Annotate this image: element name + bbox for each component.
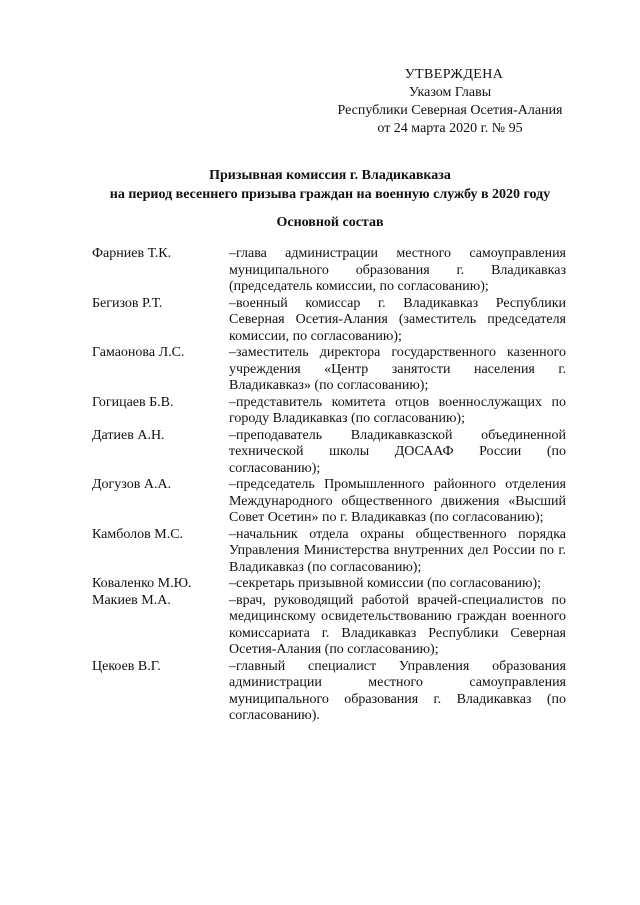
member-row [92, 345, 566, 395]
member-row [92, 477, 566, 527]
member-row [92, 246, 566, 296]
member-name: Бегизов Р.Т. [92, 295, 163, 311]
member-role: –врач, руководящий работой врачей-специалистов по медицинскому освидетельствованию граждан военного комиссариата г. Владикавказ Республики Северная Осетия-Алания (по согласованию); [229, 592, 566, 657]
member-role: –главный специалист Управления образования администрации местного самоуправления муниципального образования г. Владикавказ (по согласованию). [229, 658, 566, 723]
member-role: –преподаватель Владикавказской объединенной технической школы ДОСААФ России (по согласованию); [229, 427, 566, 476]
member-name: Гогицаев Б.В. [92, 394, 174, 410]
member-list [92, 246, 566, 725]
member-name: Камболов М.С. [92, 526, 184, 542]
member-row [92, 576, 566, 593]
member-name: Цекоев В.Г. [92, 658, 161, 674]
member-role: –заместитель директора государственного казенного учреждения «Центр занятости населения г. Владикавказ» (по согласованию); [229, 345, 566, 393]
document-title-line-1: Призывная комиссия г. Владикавказа [209, 168, 451, 183]
member-role: –председатель Промышленного районного отделения Международного общественного движения «Высший Совет Осетин» по г. Владикавказ (по согласованию); [229, 477, 566, 525]
member-name: Макиев М.А. [92, 592, 171, 608]
approval-stamp [300, 66, 600, 138]
member-name: Коваленко М.Ю. [92, 576, 192, 591]
document-title [60, 166, 600, 204]
member-role: –начальник отдела охраны общественного порядка Управления Министерства внутренних дел России по г. Владикавказ (по согласованию); [229, 526, 566, 575]
section-heading: Основной состав [276, 215, 384, 230]
approval-date: от 24 марта 2020 г. № 95 [377, 121, 523, 136]
member-row [92, 527, 566, 577]
member-role: –военный комиссар г. Владикавказ Республики Северная Осетия-Алания (заместитель председателя комиссии, по согласованию); [229, 295, 566, 344]
member-row [92, 593, 566, 659]
member-role: –глава администрации местного самоуправления муниципального образования г. Владикавказ (председатель комиссии, по согласованию); [229, 246, 566, 294]
document-title-line-2: на период весеннего призыва граждан на военную службу в 2020 году [109, 187, 551, 202]
approval-decree: Указом Главы [408, 85, 492, 100]
member-name: Фарниев Т.К. [92, 246, 172, 261]
approval-republic: Республики Северная Осетия-Алания [337, 103, 563, 118]
member-name: Гамаонова Л.С. [92, 345, 185, 360]
member-role: –представитель комитета отцов военнослужащих по городу Владикавказ (по согласованию); [229, 394, 566, 426]
member-name: Догузов А.А. [92, 477, 172, 492]
member-row [92, 428, 566, 478]
member-row [92, 395, 566, 428]
approval-status: УТВЕРЖДЕНА [404, 67, 504, 82]
member-row [92, 296, 566, 346]
member-row [92, 659, 566, 725]
member-name: Датиев А.Н. [92, 427, 165, 443]
member-role: –секретарь призывной комиссии (по согласованию); [229, 576, 542, 591]
